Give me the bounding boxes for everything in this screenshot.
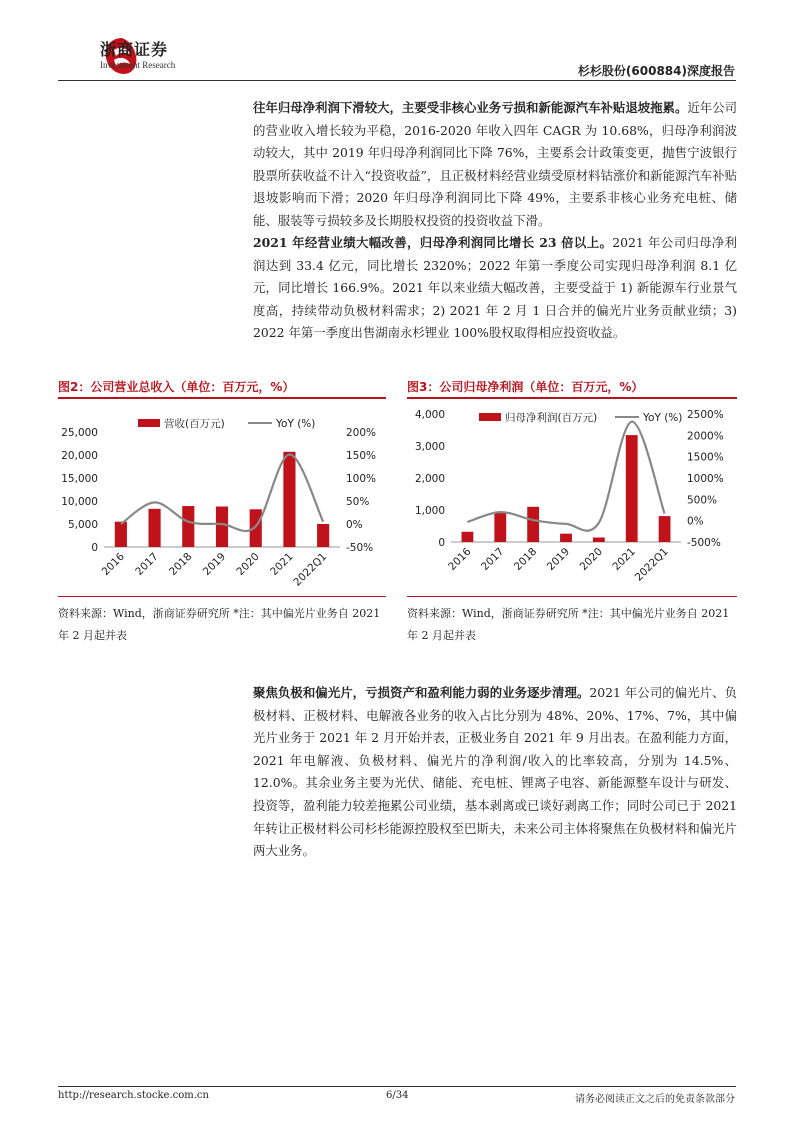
y-right-tick-label: 500% xyxy=(687,494,718,507)
figure-2-bottom-rule xyxy=(58,596,386,597)
y-left-tick-label: 10,000 xyxy=(61,496,98,508)
x-tick-label: 2021 xyxy=(610,545,638,574)
y-left-tick-label: 1,000 xyxy=(414,505,445,517)
footer-disclaimer: 请务必阅读正文之后的免责条款部分 xyxy=(575,1094,735,1105)
figure-3-source: 资料来源：Wind，浙商证券研究所 *注：其中偏光片业务自 2021 年 2 月起并表 xyxy=(407,607,730,642)
y-right-tick-label: 150% xyxy=(346,450,377,462)
figure-3-top-rule xyxy=(407,397,737,399)
y-right-tick-label: 100% xyxy=(346,473,377,485)
y-right-tick-label: 0% xyxy=(346,519,363,531)
paragraph-2-body: 2021 年公司归母净利润达到 33.4 亿元，同比增长 2320%；2022 年第一季度公司实现归母净利润 8.1 亿元，同比增长 166.9%。2021 年以来业绩大幅改善，主要受益于 1) 新能源车行业景气度高，持续带动负极材料需求；2) 2021 年 2 月 1 日合并的偏光片业务贡献业绩；3) 2022 年第一季度出售湖南永杉锂业 100%股权取得相应投资收益。 xyxy=(253,235,737,341)
y-left-tick-label: 20,000 xyxy=(61,450,98,462)
y-left-tick-label: 0 xyxy=(438,537,445,549)
x-tick-label: 2020 xyxy=(234,550,262,579)
legend-bar-label: 归母净利润(百万元) xyxy=(505,412,598,424)
net-profit-chart xyxy=(407,402,737,594)
bar-2021 xyxy=(283,452,295,547)
legend-line-label: YoY (%) xyxy=(643,412,683,424)
y-left-tick-label: 4,000 xyxy=(414,409,445,421)
y-right-tick-label: 2000% xyxy=(687,430,724,443)
x-tick-label: 2022Q1 xyxy=(291,550,330,589)
footer-url[interactable]: http://research.stocke.com.cn xyxy=(58,1090,209,1101)
bar-2019 xyxy=(560,534,572,542)
paragraph-1 xyxy=(253,97,737,233)
paragraph-3-lead: 聚焦负极和偏光片，亏损资产和盈利能力弱的业务逐步清理。 xyxy=(253,685,590,700)
x-tick-label: 2017 xyxy=(133,550,161,579)
footer-divider xyxy=(58,1086,736,1087)
legend-bar-swatch xyxy=(479,413,501,421)
header-divider xyxy=(58,80,736,81)
x-tick-label: 2018 xyxy=(511,545,540,574)
bar-2018 xyxy=(182,506,194,547)
y-left-tick-label: 2,000 xyxy=(414,473,445,485)
bar-2020 xyxy=(250,509,262,547)
y-right-tick-label: 2500% xyxy=(687,409,724,421)
paragraph-1-body: 近年公司的营业收入增长较为平稳，2016-2020 年收入四年 CAGR 为 10.68%，归母净利润波动较大，其中 2019 年归母净利润同比下降 76%，主要系会计政策变更，抛售宁波银行股票所获收益不计入“投资收益”，且正极材料经营业绩受原材料钴涨价和新能源汽车补贴退坡影响而下滑；2020 年归母净利润同比下降 49%，主要系非核心业务充电桩、储能、服装等亏损较多及长期股权投资的投资收益下滑。 xyxy=(253,100,738,228)
x-tick-label: 2019 xyxy=(200,550,229,579)
legend-line-label: YoY (%) xyxy=(276,418,316,430)
x-tick-label: 2022Q1 xyxy=(632,545,671,584)
page-number: 6/34 xyxy=(386,1090,409,1101)
figure-2-source: 资料来源：Wind，浙商证券研究所 *注：其中偏光片业务自 2021 年 2 月起并表 xyxy=(58,607,381,642)
y-right-tick-label: 1500% xyxy=(687,451,724,464)
bar-2017 xyxy=(149,509,161,547)
figure-2-title: 图2：公司营业总收入（单位：百万元，%） xyxy=(58,380,295,394)
paragraph-2 xyxy=(253,232,737,345)
paragraph-3 xyxy=(253,682,737,863)
y-right-tick-label: 1000% xyxy=(687,473,724,485)
bar-2020 xyxy=(593,538,605,542)
x-tick-label: 2017 xyxy=(479,545,507,574)
bar-2017 xyxy=(494,512,506,542)
legend-bar-swatch xyxy=(138,419,160,427)
y-left-tick-label: 25,000 xyxy=(61,427,98,439)
bar-2018 xyxy=(527,507,539,542)
x-tick-label: 2021 xyxy=(268,550,296,579)
company-subtitle: Investment Research xyxy=(100,60,176,70)
paragraph-1-lead: 往年归母净利润下滑较大，主要受非核心业务亏损和新能源汽车补贴退坡拖累。 xyxy=(253,100,688,115)
bar-2021 xyxy=(626,435,638,542)
y-right-tick-label: 50% xyxy=(346,496,370,508)
bar-2019 xyxy=(216,507,228,547)
x-tick-label: 2020 xyxy=(577,545,605,574)
paragraph-3-body: 2021 年公司的偏光片、负极材料、正极材料、电解液各业务的收入占比分别为 48%、20%、17%、7%，其中偏光片业务于 2021 年 2 月开始并表，正极业务自 2021 年 9 月出表。在盈利能力方面，2021 年电解液、负极材料、偏光片的净利润/收入的比率较高，分别为 14.5%、12.0%。其余业务主要为光伏、储能、充电桩、锂离子电容、新能源整车设计与研发、投资等，盈利能力较差拖累公司业绩，基本剥离或已谈好剥离工作；同时公司已于 2021 年转让正极材料公司杉杉能源控股权至巴斯夫，未来公司主体将聚焦在负极材料和偏光片两大业务。 xyxy=(253,685,737,859)
bar-2022Q1 xyxy=(317,524,329,547)
revenue-chart xyxy=(58,402,386,594)
figure-2-top-rule xyxy=(58,397,386,399)
y-right-tick-label: -50% xyxy=(346,542,374,554)
figure-3-title: 图3：公司归母净利润（单位：百万元，%） xyxy=(407,380,644,394)
y-right-tick-label: -500% xyxy=(687,537,721,549)
legend-bar-label: 营收(百万元) xyxy=(164,418,225,430)
x-tick-label: 2016 xyxy=(446,545,474,574)
bar-2016 xyxy=(462,532,474,542)
bar-2022Q1 xyxy=(659,516,671,542)
x-tick-label: 2019 xyxy=(544,545,573,574)
company-name: 浙商证券 xyxy=(100,40,169,59)
y-left-tick-label: 0 xyxy=(91,542,98,554)
report-title: 杉杉股份(600884)深度报告 xyxy=(577,64,735,78)
y-left-tick-label: 3,000 xyxy=(414,441,445,453)
figure-3-bottom-rule xyxy=(407,596,737,597)
y-left-tick-label: 15,000 xyxy=(61,473,98,485)
paragraph-2-lead: 2021 年经营业绩大幅改善，归母净利润同比增长 23 倍以上。 xyxy=(253,235,613,250)
y-left-tick-label: 5,000 xyxy=(67,519,98,531)
y-right-tick-label: 200% xyxy=(346,427,377,439)
x-tick-label: 2016 xyxy=(99,550,127,579)
x-tick-label: 2018 xyxy=(167,550,195,579)
bar-2016 xyxy=(115,522,127,547)
y-right-tick-label: 0% xyxy=(687,515,704,528)
